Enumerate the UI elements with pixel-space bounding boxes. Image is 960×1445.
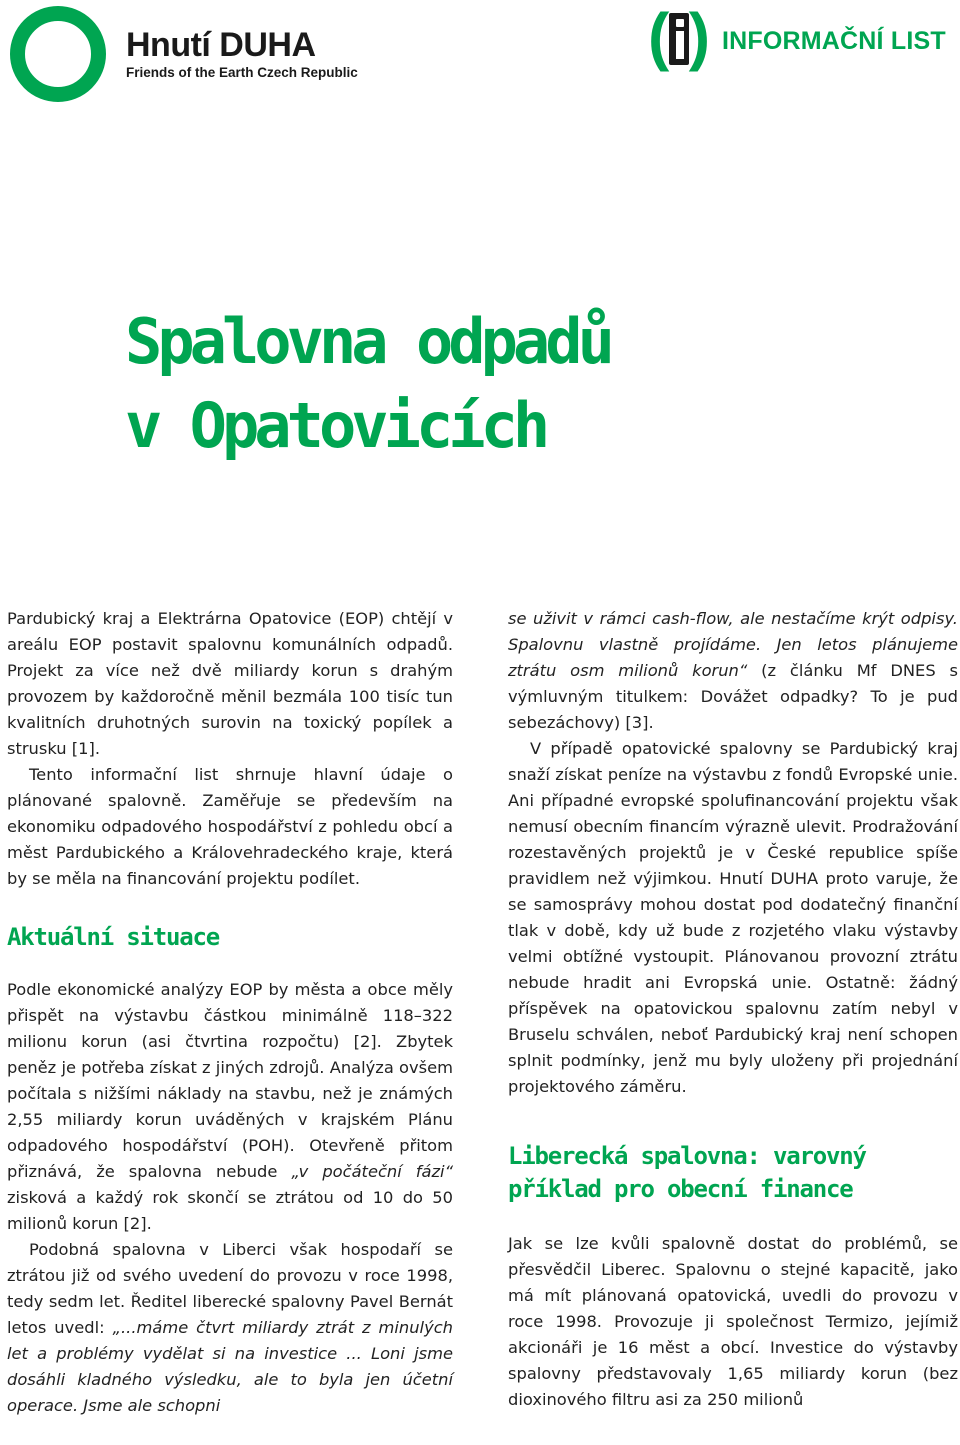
page-title bbox=[125, 300, 825, 468]
title-line-2: v Opatovicích bbox=[125, 389, 546, 462]
org-subtitle: Friends of the Earth Czech Republic bbox=[126, 65, 358, 80]
liberec-paragraph: Jak se lze kvůli spalovně dostat do problémů, se přesvědčil Liberec. Spalovnu o stejné kapacitě, jako má mít plánovaná opatovická, uvedli do provozu v roce 1998. Provozuje ji společnost Termizo, jejímiž akcionáři je 16 měst a obcí. Investice do výstavby spalovny představovaly 1,65 miliardy korun (bez dioxinového filtru asi za 250 milionů bbox=[508, 1234, 958, 1409]
eu-funding-paragraph: V případě opatovické spalovny se Pardubický kraj snaží získat peníze na výstavbu z fondů Evropské unie. Ani případné evropské spolufinancování projektu však nemusí obecním financím výrazně ulevit. Prodražování rozestavěných projektů je v České republice spíše pravidlem než výjimkou. Hnutí DUHA proto varuje, že se samosprávy mohou dostat pod dodatečný finanční tlak v době, kdy už bude z rozjetého vlaku výstavby velmi obtížné vystoupit. Plánovanou provozní ztrátu nebude hradit ani Evropská unie. Ostatně: žádný příspěvek na opatovickou spalovnu zatím nebyl v Bruselu schválen, neboť Pardubický kraj není schopen splnit podmínky, jenž mu byly uloženy při projednání projektového záměru. bbox=[508, 739, 958, 1096]
intro-paragraph: Pardubický kraj a Elektrárna Opatovice (EOP) chtějí v areálu EOP postavit spalovnu komunálních odpadů. Projekt za více než dvě miliardy korun s drahým provozem by každoročně měnil bezmála 100 tisíc tun kvalitních druhotných surovin na toxický popílek a strusku [1]. bbox=[7, 609, 453, 758]
left-column bbox=[7, 606, 453, 1419]
right-column bbox=[508, 606, 958, 1413]
liberec-quote-paragraph: Podobná spalovna v Liberci však hospodaří se ztrátou již od svého uvedení do provozu v roce 1998, tedy sedm let. Ředitel liberecké spalovny Pavel Bernát letos uvedl: „...máme čtvrt miliardy ztrát z minulých let a problémy vydělat si na investice ... Loni jsme dosáhli kladného výsledku, ale to byla jen účetní operace. Jsme ale schopni bbox=[7, 1240, 453, 1415]
org-name: Hnutí DUHA bbox=[126, 26, 316, 64]
analysis-paragraph: Podle ekonomické analýzy EOP by města a obce měly přispět na výstavbu částkou minimálně 118–322 milionu korun (asi čtvrtina rozpočtu) [2]. Zbytek peněz je potřeba získat z jiných zdrojů. Analýza ovšem počítala s nižšími náklady na stavbu, než je známých 2,55 miliardy korun uváděných v krajském Plánu odpadového hospodářství (POH). Otevřeně přitom přiznává, že spalovna nebude „v počáteční fázi“ zisková a každý rok skončí se ztrátou od 10 do 50 milionů korun [2]. bbox=[7, 980, 453, 1233]
section-heading-current-situation: Aktuální situace bbox=[7, 923, 219, 951]
quote-continuation-paragraph: se uživit v rámci cash-flow, ale nestačíme krýt odpisy. Spalovnu vlastně projídáme. Jen letos plánujeme ztrátu osm milionů korun“ (z článku Mf DNES s výmluvným titulkem: Dovážet odpadky? To je pud sebezáchovy) [3]. bbox=[508, 609, 958, 732]
summary-paragraph: Tento informační list shrnuje hlavní údaje o plánované spalovně. Zaměřuje se především na ekonomiku odpadového hospodářství z pohledu obcí a měst Pardubického a Královehradeckého kraje, která by se měla na financování projektu podílet. bbox=[7, 765, 453, 888]
section-heading-liberec: Liberecká spalovna: varovný příklad pro obecní finance bbox=[508, 1142, 866, 1203]
info-icon: ( ) bbox=[648, 0, 710, 72]
info-sheet-label: INFORMAČNÍ LIST bbox=[722, 27, 946, 55]
title-line-1: Spalovna odpadů bbox=[125, 305, 610, 378]
logo-ring-icon bbox=[10, 6, 106, 102]
